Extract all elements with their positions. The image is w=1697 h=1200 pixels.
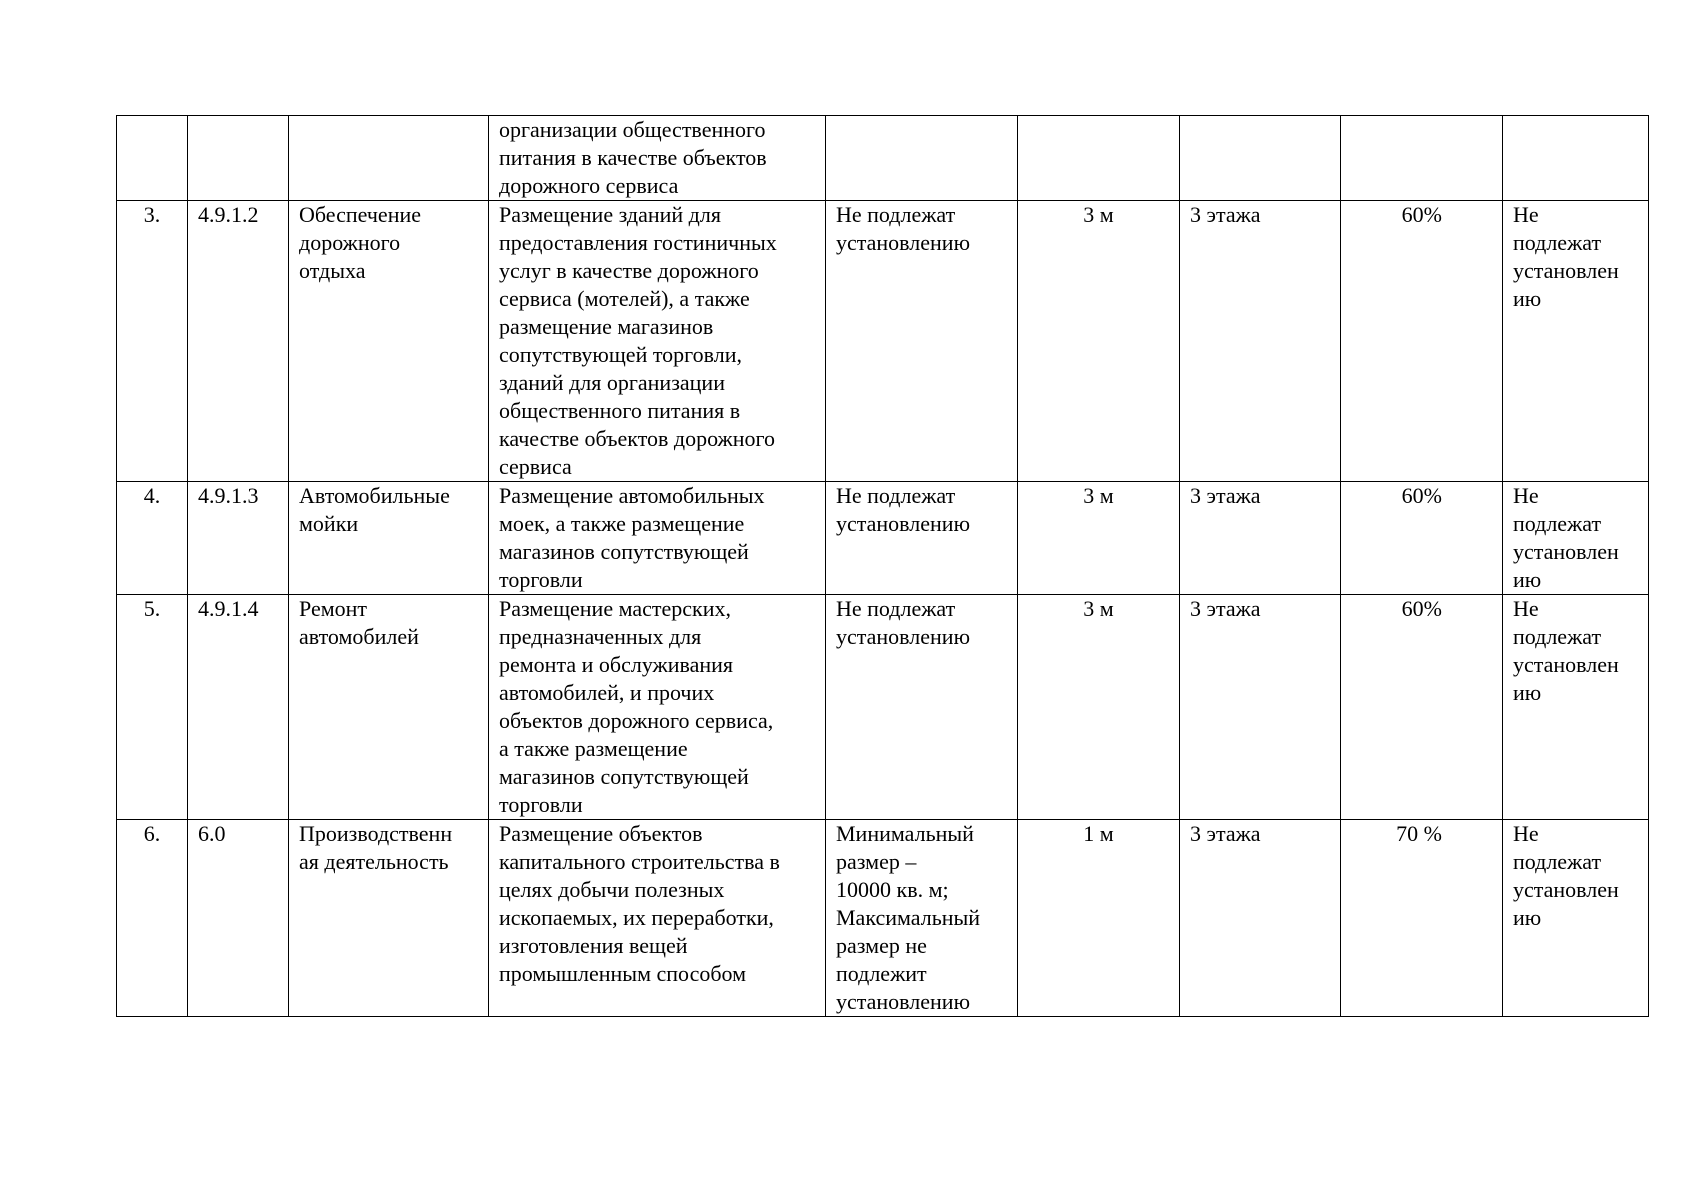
land-use-table	[116, 115, 1649, 1017]
use-code: 4.9.1.4	[188, 595, 289, 820]
other-params: Не подлежат установлен ию	[1503, 482, 1649, 595]
use-description: организации общественного питания в качестве объектов дорожного сервиса	[489, 116, 826, 201]
other-params: Не подлежат установлен ию	[1503, 820, 1649, 1017]
coverage-percent: 60%	[1341, 482, 1503, 595]
other-params: Не подлежат установлен ию	[1503, 201, 1649, 482]
use-description: Размещение зданий для предоставления гостиничных услуг в качестве дорожного сервиса (мотелей), а также размещение магазинов сопутствующей торговли, зданий для организации общественного питания в качестве объектов дорожного сервиса	[489, 201, 826, 482]
setback: 1 м	[1018, 820, 1180, 1017]
row-number: 6.	[117, 820, 188, 1017]
plot-size: Минимальный размер – 10000 кв. м; Максимальный размер не подлежит установлению	[826, 820, 1018, 1017]
other-params	[1503, 116, 1649, 201]
max-floors: 3 этажа	[1180, 820, 1341, 1017]
use-code: 4.9.1.2	[188, 201, 289, 482]
row-number: 4.	[117, 482, 188, 595]
use-code	[188, 116, 289, 201]
other-params: Не подлежат установлен ию	[1503, 595, 1649, 820]
coverage-percent: 70 %	[1341, 820, 1503, 1017]
max-floors: 3 этажа	[1180, 482, 1341, 595]
use-name: Производственн ая деятельность	[289, 820, 489, 1017]
use-name	[289, 116, 489, 201]
setback: 3 м	[1018, 482, 1180, 595]
row-number: 5.	[117, 595, 188, 820]
use-name: Ремонт автомобилей	[289, 595, 489, 820]
row-number: 3.	[117, 201, 188, 482]
plot-size: Не подлежат установлению	[826, 595, 1018, 820]
plot-size: Не подлежат установлению	[826, 482, 1018, 595]
table-row	[117, 201, 1649, 482]
table-row	[117, 116, 1649, 201]
use-description: Размещение мастерских, предназначенных для ремонта и обслуживания автомобилей, и прочих объектов дорожного сервиса, а также размещение магазинов сопутствующей торговли	[489, 595, 826, 820]
plot-size: Не подлежат установлению	[826, 201, 1018, 482]
setback: 3 м	[1018, 595, 1180, 820]
table-row	[117, 820, 1649, 1017]
coverage-percent: 60%	[1341, 595, 1503, 820]
max-floors	[1180, 116, 1341, 201]
max-floors: 3 этажа	[1180, 595, 1341, 820]
use-code: 6.0	[188, 820, 289, 1017]
use-description: Размещение объектов капитального строительства в целях добычи полезных ископаемых, их переработки, изготовления вещей промышленным способом	[489, 820, 826, 1017]
use-name: Обеспечение дорожного отдыха	[289, 201, 489, 482]
coverage-percent	[1341, 116, 1503, 201]
max-floors: 3 этажа	[1180, 201, 1341, 482]
use-name: Автомобильные мойки	[289, 482, 489, 595]
use-description: Размещение автомобильных моек, а также размещение магазинов сопутствующей торговли	[489, 482, 826, 595]
coverage-percent: 60%	[1341, 201, 1503, 482]
setback: 3 м	[1018, 201, 1180, 482]
table-row	[117, 482, 1649, 595]
table-row	[117, 595, 1649, 820]
use-code: 4.9.1.3	[188, 482, 289, 595]
setback	[1018, 116, 1180, 201]
row-number	[117, 116, 188, 201]
plot-size	[826, 116, 1018, 201]
